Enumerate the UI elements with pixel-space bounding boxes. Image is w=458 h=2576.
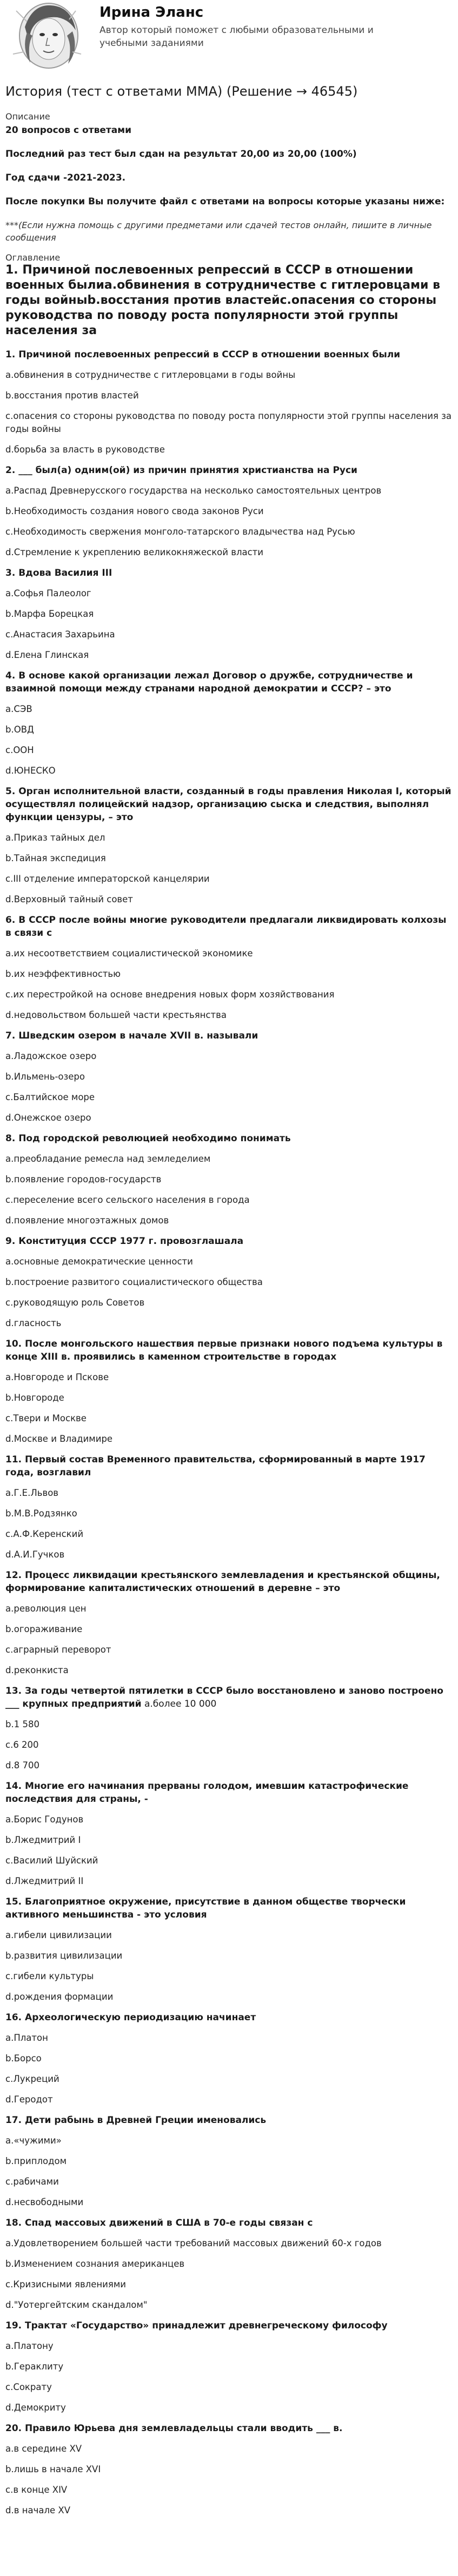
question-title — [5, 2319, 453, 2332]
answer-option: b.появление городов-государств — [5, 1174, 162, 1184]
question-block — [5, 1780, 453, 1888]
answer-option: c.Анастасия Захарьина — [5, 629, 115, 640]
answer-option: d.Геродот — [5, 2094, 53, 2105]
answer-option: a.преобладание ремесла над земледелием — [5, 1154, 211, 1164]
question-text: 19. Трактат «Государство» принадлежит древнегреческому философу — [5, 2320, 388, 2331]
spacer — [5, 1042, 453, 1050]
question-block — [5, 914, 453, 1022]
answer-option: c.переселение всего сельского населения в города — [5, 1195, 250, 1205]
toc-label: Оглавление — [5, 252, 61, 263]
answer-option: b.Лжедмитрий I — [5, 1835, 81, 1845]
question-block — [5, 348, 453, 456]
question-title — [5, 2011, 453, 2024]
spacer — [5, 1363, 453, 1371]
question-title — [5, 1453, 453, 1479]
answer-option: b.Новгороде — [5, 1393, 64, 1403]
answer-option: a.Г.Е.Львов — [5, 1488, 59, 1498]
answer-option: b.Марфа Борецкая — [5, 609, 94, 619]
answer-option: d.Онежское озеро — [5, 1113, 91, 1123]
answer-option: b.их неэффективностью — [5, 969, 121, 979]
info-line: 20 вопросов с ответами — [5, 125, 131, 136]
answer-option: b.развития цивилизации — [5, 1951, 123, 1961]
answer-option: d.Елена Глинская — [5, 650, 89, 660]
answer-option: b.огораживание — [5, 1624, 83, 1634]
spacer — [5, 824, 453, 831]
answer-option: a.Удовлетворением большей части требований массовых движений 60-х годов — [5, 2238, 382, 2248]
answer-option: b.Необходимость создания нового свода законов Руси — [5, 506, 264, 516]
answer-option: c.III отделение императорской канцелярии — [5, 874, 210, 884]
info-line: Год сдачи -2021-2023. — [5, 172, 126, 183]
info-line: После покупки Вы получите файл с ответами на вопросы которые указаны ниже: — [5, 196, 445, 207]
answer-option: b.Гераклиту — [5, 2361, 64, 2372]
question-text: 17. Дети рабынь в Древней Греции именовались — [5, 2115, 267, 2126]
answer-option: c.рабичами — [5, 2176, 59, 2187]
question-title — [5, 1895, 453, 1921]
question-text: 8. Под городской революцией необходимо понимать — [5, 1133, 291, 1144]
answer-option: a.революция цен — [5, 1603, 87, 1614]
question-block — [5, 1685, 453, 1772]
answer-option: d.Стремление к укреплению великокняжеской власти — [5, 547, 264, 557]
answer-option: b.восстания против властей — [5, 390, 139, 401]
answer-option: a.их несоответствием социалистической экономике — [5, 948, 253, 958]
question-block — [5, 2319, 453, 2414]
question-text: 10. После монгольского нашествия первые признаки нового подъема культуры в конце XIII в. проявились в каменном строительстве в городах — [5, 1339, 443, 1362]
question-text: 3. Вдова Василия III — [5, 568, 112, 578]
spacer — [5, 2229, 453, 2237]
question-list — [5, 348, 453, 2517]
answer-option: b.построение развитого социалистического общества — [5, 1277, 263, 1287]
answer-option: d."Уотергейтским скандалом" — [5, 2300, 148, 2310]
answer-option: d.Демокриту — [5, 2402, 66, 2413]
answer-option: d.борьба за власть в руководстве — [5, 444, 165, 455]
spacer — [5, 2332, 453, 2340]
answer-option: c.Необходимость свержения монголо-татарского владычества над Русью — [5, 527, 355, 537]
answer-option: d.рождения формации — [5, 1992, 114, 2002]
answer-option: a.основные демократические ценности — [5, 1256, 193, 1267]
answer-option: a.более 10 000 — [141, 1699, 217, 1709]
answer-option: d.появление многоэтажных домов — [5, 1215, 169, 1226]
answer-option: c.руководящую роль Советов — [5, 1297, 145, 1308]
answer-option: d.реконкиста — [5, 1665, 69, 1675]
question-title — [5, 1337, 453, 1363]
answer-option: d.Лжедмитрий II — [5, 1876, 84, 1886]
answer-option: b.ОВД — [5, 724, 34, 735]
page-title: История (тест с ответами ММА) (Решение → 46545) — [5, 84, 358, 99]
question-text: 15. Благоприятное окружение, присутствие в данном обществе творчески активного меньшинства - это условия — [5, 1896, 406, 1920]
question-text: 18. Спад массовых движений в США в 70-е годы связан с — [5, 2218, 313, 2228]
spacer — [5, 1479, 453, 1487]
question-title — [5, 1132, 453, 1145]
question-text: 16. Археологическую периодизацию начинает — [5, 2012, 256, 2023]
answer-option: d.8 700 — [5, 1760, 39, 1770]
question-title — [5, 567, 453, 580]
answer-option: a.Платон — [5, 2033, 48, 2043]
spacer — [5, 1806, 453, 1813]
question-block — [5, 464, 453, 559]
question-title — [5, 2114, 453, 2127]
spacer — [5, 2127, 453, 2134]
question-title — [5, 2422, 453, 2435]
question-title — [5, 1780, 453, 1806]
answer-option: c.Твери и Москве — [5, 1413, 87, 1423]
question-title — [5, 914, 453, 940]
answer-option: a.гибели цивилизации — [5, 1930, 112, 1940]
question-block — [5, 1337, 453, 1446]
answer-option: a.Борис Годунов — [5, 1814, 84, 1825]
question-text: 2. ___ был(а) одним(ой) из причин принятия христианства на Руси — [5, 465, 357, 476]
answer-option: c.их перестройкой на основе внедрения новых форм хозяйствования — [5, 989, 335, 1000]
spacer — [5, 1595, 453, 1602]
author-avatar[interactable] — [5, 0, 92, 70]
help-note: ***(Если нужна помощь с другими предметами или сдачей тестов онлайн, пишите в личные сообщения — [5, 220, 432, 243]
question-title — [5, 348, 453, 361]
spacer — [5, 361, 453, 369]
spacer — [5, 1145, 453, 1153]
question-title — [5, 785, 453, 824]
question-text: 11. Первый состав Временного правительства, сформированный в марте 1917 года, возглавил — [5, 1454, 426, 1478]
author-description: Автор который поможет с любыми образовательными и учебными заданиями — [99, 25, 374, 49]
answer-option: a.Ладожское озеро — [5, 1051, 97, 1061]
author-card — [5, 0, 453, 76]
answer-option: c.Лукреций — [5, 2074, 59, 2084]
info-line: Последний раз тест был сдан на результат 20,00 из 20,00 (100%) — [5, 149, 357, 159]
question-title — [5, 2216, 453, 2229]
answer-option: b.Борсо — [5, 2053, 42, 2064]
avatar-sketch-image — [5, 0, 92, 70]
question-block — [5, 2114, 453, 2209]
answer-option: c.А.Ф.Керенский — [5, 1529, 84, 1539]
answer-option: a.в середине XV — [5, 2444, 82, 2454]
question-block — [5, 1453, 453, 1561]
spacer — [5, 1248, 453, 1255]
answer-option: b.Ильмень-озеро — [5, 1071, 85, 1082]
answer-option: a.обвинения в сотрудничестве с гитлеровцами в годы войны — [5, 370, 296, 380]
answer-option: a.Распад Древнерусского государства на несколько самостоятельных центров — [5, 485, 382, 496]
question-text: 1. Причиной послевоенных репрессий в СССР в отношении военных были — [5, 349, 401, 360]
answer-option: d.А.И.Гучков — [5, 1549, 65, 1560]
answer-option: d.в начале XV — [5, 2505, 70, 2515]
spacer — [5, 477, 453, 484]
toc-heading: 1. Причиной послевоенных репрессий в СССР в отношении военных былиа.обвинения в сотрудничестве с гитлеровцами в годы войныb.восстания против властейc.опасения со стороны руководства по поводу роста популярности этой группы населения за — [5, 263, 441, 337]
answer-option: d.Москве и Владимире — [5, 1434, 113, 1444]
question-block — [5, 1029, 453, 1124]
spacer — [5, 1710, 453, 1718]
question-block — [5, 785, 453, 906]
question-text: 13. За годы четвертой пятилетки в СССР было восстановлено и заново построено ___ крупных предприятий — [5, 1686, 443, 1709]
answer-option: b.М.В.Родзянко — [5, 1508, 77, 1519]
spacer — [5, 940, 453, 947]
answer-option: d.гласность — [5, 1318, 62, 1328]
answer-option: c.Василий Шуйский — [5, 1855, 98, 1866]
answer-option: c.аграрный переворот — [5, 1645, 111, 1655]
question-text: 9. Конституция СССР 1977 г. провозглашала — [5, 1236, 244, 1247]
answer-option: b.Изменением сознания американцев — [5, 2259, 185, 2269]
answer-option: c.6 200 — [5, 1740, 39, 1750]
spacer — [5, 2435, 453, 2442]
answer-option: b.приплодом — [5, 2156, 67, 2166]
question-text: 7. Шведским озером в начале XVII в. называли — [5, 1030, 258, 1041]
question-text: 20. Правило Юрьева дня землевладельцы стали вводить ___ в. — [5, 2423, 343, 2434]
description-label: Описание — [5, 111, 50, 122]
answer-option: c.Кризисными явлениями — [5, 2279, 126, 2289]
answer-option: d.Верховный тайный совет — [5, 894, 133, 904]
answer-option: a.«чужими» — [5, 2135, 62, 2146]
question-text: 4. В основе какой организации лежал Договор о дружбе, сотрудничестве и взаимной помощи между странами народной демократии и СССР? – это — [5, 670, 413, 694]
question-block — [5, 2422, 453, 2517]
answer-option: a.СЭВ — [5, 704, 32, 714]
question-block — [5, 669, 453, 777]
question-block — [5, 1569, 453, 1677]
spacer — [5, 2024, 453, 2032]
spacer — [5, 1921, 453, 1929]
question-text: 6. В СССР после войны многие руководители предлагали ликвидировать колхозы в связи с — [5, 915, 447, 938]
answer-option: a.Новгороде и Пскове — [5, 1372, 109, 1382]
question-title — [5, 1235, 453, 1248]
answer-option: b.1 580 — [5, 1719, 39, 1729]
answer-option: d.ЮНЕСКО — [5, 766, 56, 776]
question-block — [5, 2216, 453, 2312]
question-title — [5, 1569, 453, 1595]
question-block — [5, 2011, 453, 2106]
answer-option: a.Приказ тайных дел — [5, 833, 105, 843]
answer-option: c.гибели культуры — [5, 1971, 94, 1981]
answer-option: c.опасения со стороны руководства по поводу роста популярности этой группы населения за годы войны — [5, 411, 452, 434]
author-info — [99, 0, 402, 50]
spacer — [5, 695, 453, 703]
answer-option: a.Платону — [5, 2341, 54, 2351]
answer-option: c.Балтийское море — [5, 1092, 95, 1102]
answer-option: d.недовольством большей части крестьянства — [5, 1010, 227, 1020]
question-block — [5, 567, 453, 662]
answer-option: c.ООН — [5, 745, 34, 755]
question-title — [5, 1685, 453, 1710]
question-block — [5, 1895, 453, 2003]
answer-option: d.несвободными — [5, 2197, 84, 2207]
spacer — [5, 580, 453, 587]
question-block — [5, 1132, 453, 1227]
answer-option: b.Тайная экспедиция — [5, 853, 106, 863]
answer-option: a.Софья Палеолог — [5, 588, 91, 598]
answer-option: b.лишь в начале XVI — [5, 2464, 101, 2474]
question-title — [5, 464, 453, 477]
author-name[interactable]: Ирина Эланс — [99, 4, 204, 21]
question-block — [5, 1235, 453, 1330]
answer-option: c.Сократу — [5, 2382, 52, 2392]
answer-option: c.в конце XIV — [5, 2485, 68, 2495]
question-text: 12. Процесс ликвидации крестьянского землевладения и крестьянской общины, формирование капиталистических отношений в деревне – это — [5, 1570, 440, 1594]
question-title — [5, 669, 453, 695]
question-text: 5. Орган исполнительной власти, созданный в годы правления Николая I, который осуществлял полицейский надзор, организацию сыска и следствия, выполнял функции цензуры, – это — [5, 786, 452, 823]
question-title — [5, 1029, 453, 1042]
question-text: 14. Многие его начинания прерваны голодом, имевшим катастрофические последствия для страны, - — [5, 1781, 409, 1805]
